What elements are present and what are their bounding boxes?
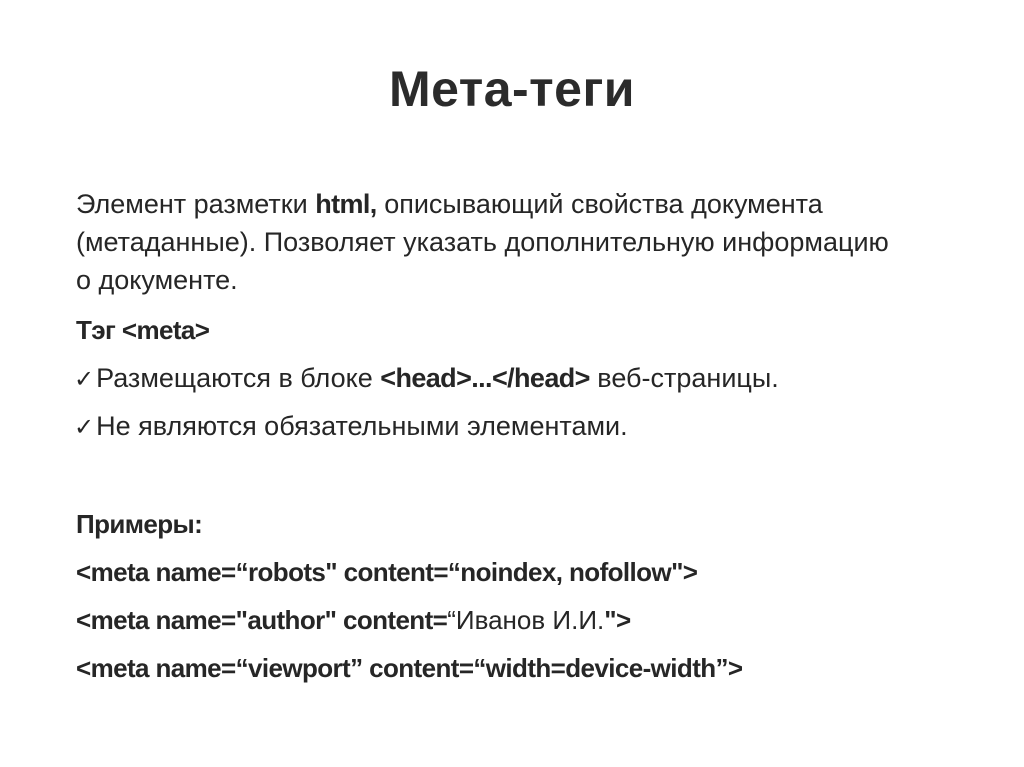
bullet-item [74,363,779,394]
example-code: <meta name="author" content= [76,605,448,635]
example-plain-value: “Иванов И.И. [447,605,605,635]
intro-line-2: (метаданные). Позволяет указать дополнительную информацию [76,227,889,257]
bullet-text: Размещаются в блоке [96,363,381,393]
intro-line-1 [76,189,823,220]
example-code: "> [604,605,631,635]
checkmark-icon: ✓ [74,365,95,393]
intro-line-3: о документе. [76,265,238,295]
intro-html-keyword: html, [315,189,377,219]
example-code-robots: <meta name=“robots" content=“noindex, nofollow"> [76,557,698,587]
bullet-text: Не являются обязательными элементами. [96,411,628,441]
examples-heading: Примеры: [76,509,203,539]
tag-heading [76,315,209,346]
bullet-item [74,411,628,442]
tag-heading-label: Тэг [76,315,122,345]
example-code-viewport: <meta name=“viewport” content=“width=device-width”> [76,653,743,683]
slide-title: Мета-теги [388,61,636,117]
checkmark-icon: ✓ [74,413,95,441]
intro-text: описывающий свойства документа [376,189,823,219]
bullet-text: веб-страницы. [589,363,779,393]
example-code-author [76,605,631,636]
tag-heading-tag: <meta> [121,315,210,345]
bullet-code: <head>...</head> [380,363,590,393]
intro-text: Элемент разметки [76,189,316,219]
